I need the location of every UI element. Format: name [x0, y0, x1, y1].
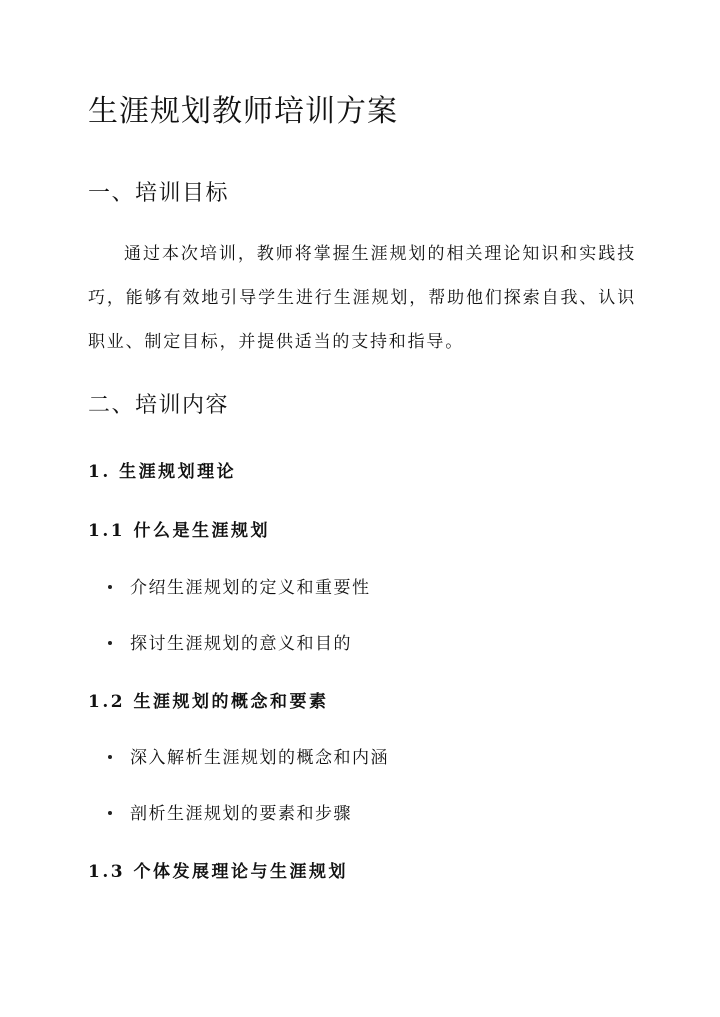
- bullet-icon: [108, 641, 112, 645]
- list-item-text: 介绍生涯规划的定义和重要性: [130, 578, 371, 598]
- list-item: [108, 573, 371, 598]
- document-title: 生涯规划教师培训方案: [88, 94, 398, 129]
- list-item-text: 探讨生涯规划的意义和目的: [130, 634, 352, 654]
- list-item: [108, 629, 352, 654]
- subheading-individual-development-theory: 1.3 个体发展理论与生涯规划: [88, 862, 348, 882]
- list-item-text: 深入解析生涯规划的概念和内涵: [130, 748, 389, 768]
- list-item-text: 剖析生涯规划的要素和步骤: [130, 804, 352, 824]
- section-heading-training-goals: 一、培训目标: [88, 181, 230, 206]
- bullet-icon: [108, 755, 112, 759]
- training-goals-paragraph: 通过本次培训，教师将掌握生涯规划的相关理论知识和实践技巧，能够有效地引导学生进行生涯规划，帮助他们探索自我、认识职业、制定目标，并提供适当的支持和指导。: [88, 244, 636, 352]
- subheading-concepts-and-elements: 1.2 生涯规划的概念和要素: [88, 692, 329, 712]
- bullet-icon: [108, 811, 112, 815]
- list-item: [108, 799, 352, 824]
- section-heading-training-content: 二、培训内容: [88, 393, 230, 418]
- subheading-career-theory: 1. 生涯规划理论: [88, 462, 237, 482]
- bullet-icon: [108, 585, 112, 589]
- list-item: [108, 743, 389, 768]
- subheading-what-is-career-planning: 1.1 什么是生涯规划: [88, 521, 270, 541]
